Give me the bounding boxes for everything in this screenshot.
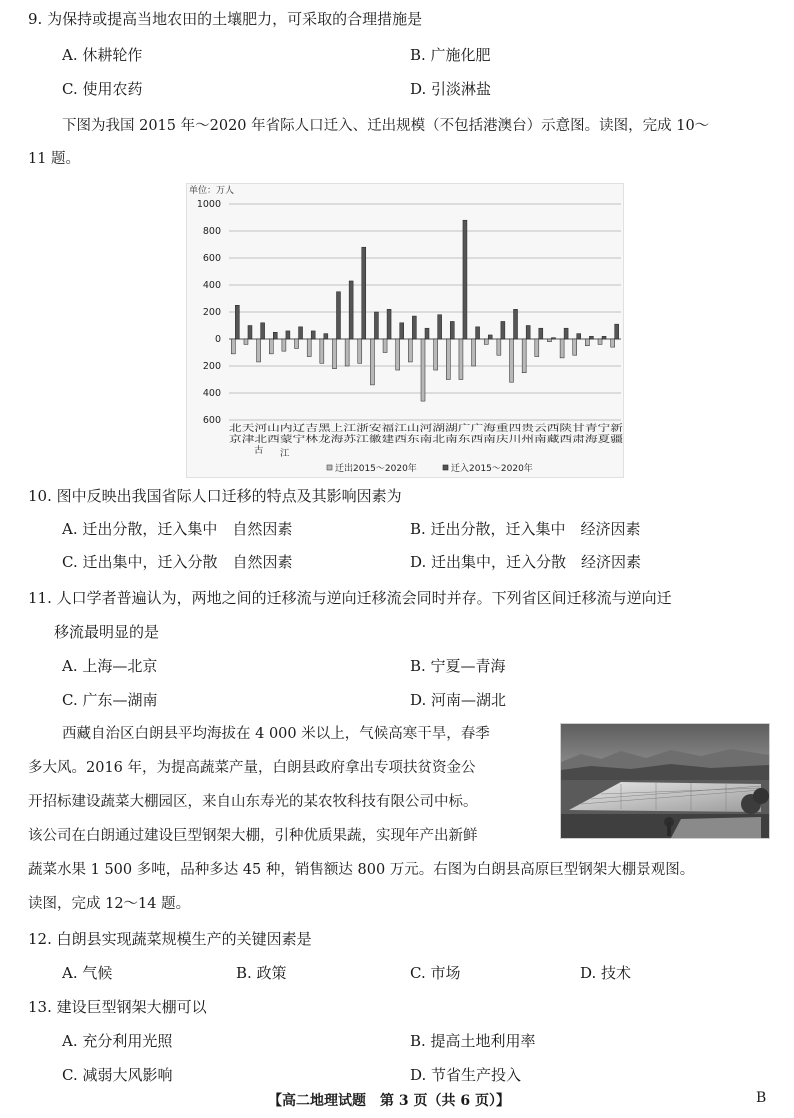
bar-out-25 [535, 339, 539, 357]
x-category-labels-row2: 京津北西蒙宁林龙海苏江徽建西东南北南东西南庆川州南藏西肃海夏疆 [229, 434, 518, 445]
chart-unit-label: 单位：万人 [189, 186, 235, 196]
legend-swatch-in [443, 465, 448, 470]
bar-in-25 [539, 328, 543, 339]
bar-in-9 [336, 292, 340, 339]
bar-in-28 [577, 334, 581, 339]
bar-out-24 [522, 339, 526, 373]
y-tick-label: 0 [214, 334, 221, 345]
q12-option-a: A. 气候 [62, 964, 113, 982]
bar-in-6 [299, 327, 303, 339]
bar-out-1 [231, 339, 235, 354]
bar-out-2 [244, 339, 248, 344]
bar-in-24 [526, 326, 530, 340]
bar-in-8 [324, 334, 328, 339]
q11-stem-line-2: 移流最明显的是 [54, 623, 160, 641]
bar-out-7 [307, 339, 311, 357]
bar-out-20 [472, 339, 476, 366]
legend-label-out: 迁出2015～2020年 [335, 464, 417, 474]
q11-stem-line-1: 11. 人口学者普遍认为，两地之间的迁移流与逆向迁移流会同时并存。下列省区间迁移流与逆向迁 [28, 589, 672, 607]
bar-out-11 [358, 339, 362, 363]
q11-option-b: B. 宁夏—青海 [410, 657, 506, 675]
bar-in-17 [438, 315, 442, 339]
bar-in-3 [261, 323, 265, 339]
bar-out-22 [497, 339, 501, 355]
bar-out-5 [282, 339, 286, 351]
bar-in-14 [400, 323, 404, 339]
q10-option-b: B. 迁出分散，迁入集中 经济因素 [410, 520, 641, 538]
bar-out-16 [421, 339, 425, 401]
bar-in-20 [476, 327, 480, 339]
x-category-labels-row1: 北天河山内辽吉黑上江浙安福江山河湖湖广广海重四贵云西陕甘青宁新 [229, 423, 518, 434]
page-footer-title: 【高二地理试题 第 3 页（共 6 页）】 [268, 1093, 510, 1109]
chart-legend [327, 462, 533, 474]
bar-out-4 [269, 339, 273, 354]
q10-option-c: C. 迁出集中，迁入分散 自然因素 [62, 553, 293, 571]
legend-label-in: 迁入2015～2020年 [451, 464, 533, 474]
y-tick-label: 600 [202, 415, 221, 426]
passage-line-4: 该公司在白朗通过建设巨型钢架大棚，引种优质果蔬，实现年产出新鲜 [28, 828, 478, 844]
q12-option-d: D. 技术 [580, 964, 632, 982]
bar-out-26 [547, 339, 551, 342]
bar-out-27 [560, 339, 564, 358]
bar-in-30 [602, 336, 606, 339]
q11-option-a: A. 上海—北京 [62, 657, 158, 675]
y-tick-label: 400 [202, 280, 221, 291]
bar-in-4 [273, 332, 277, 339]
bar-out-15 [408, 339, 412, 362]
q10-option-a: A. 迁出分散，迁入集中 自然因素 [62, 520, 293, 538]
bar-out-19 [459, 339, 463, 380]
q9-option-d: D. 引淡淋盐 [410, 80, 492, 98]
bar-out-14 [396, 339, 400, 370]
q12-stem: 12. 白朗县实现蔬菜规模生产的关键因素是 [28, 930, 312, 948]
y-tick-label: 600 [202, 253, 221, 264]
bar-in-19 [463, 220, 467, 339]
chart-bars [231, 220, 618, 401]
greenhouse-landscape-photo [560, 723, 770, 839]
passage-line-1: 西藏自治区白朗县平均海拔在 4 000 米以上，气候高寒干旱，春季 [62, 726, 490, 742]
bar-in-7 [311, 331, 315, 339]
y-tick-label: 1000 [196, 199, 221, 210]
paper-version-label: B [756, 1090, 767, 1106]
bar-out-23 [510, 339, 514, 382]
y-tick-label: 400 [202, 388, 221, 399]
q11-option-c: C. 广东—湖南 [62, 691, 158, 709]
passage-line-5: 蔬菜水果 1 500 多吨，品种多达 45 种，销售额达 800 万元。右图为白朗县高原巨型钢架大棚景观图。 [28, 862, 695, 878]
y-tick-label: 800 [202, 226, 221, 237]
bar-in-27 [564, 328, 568, 339]
bar-in-15 [412, 316, 416, 339]
bar-out-10 [345, 339, 349, 366]
q12-option-c: C. 市场 [410, 964, 461, 982]
q10-stem: 10. 图中反映出我国省际人口迁移的特点及其影响因素为 [28, 487, 402, 505]
q11-option-d: D. 河南—湖北 [410, 691, 507, 709]
q9-option-b: B. 广施化肥 [410, 46, 491, 64]
bar-out-6 [295, 339, 299, 348]
q9-option-c: C. 使用农药 [62, 80, 143, 98]
bar-out-18 [446, 339, 450, 380]
q13-option-d: D. 节省生产投入 [410, 1066, 522, 1084]
bar-out-30 [598, 339, 602, 344]
q13-option-c: C. 减弱大风影响 [62, 1066, 173, 1084]
bar-in-22 [501, 321, 505, 339]
bar-out-9 [332, 339, 336, 369]
bar-in-26 [551, 338, 555, 339]
legend-swatch-out [327, 465, 332, 470]
q13-option-b: B. 提高土地利用率 [410, 1032, 536, 1050]
intro-line-2: 11 题。 [28, 151, 81, 167]
intro-line-1: 下图为我国 2015 年～2020 年省际人口迁入、迁出规模（不包括港澳台）示意图。读图，完成 10～ [62, 118, 710, 134]
migration-chart [186, 183, 624, 478]
bar-out-21 [484, 339, 488, 344]
bar-in-1 [235, 305, 239, 339]
bar-in-16 [425, 328, 429, 339]
bar-out-29 [585, 339, 589, 346]
bar-out-12 [370, 339, 374, 385]
bar-out-28 [573, 339, 577, 355]
y-tick-label: 200 [202, 361, 221, 372]
bar-in-10 [349, 281, 353, 339]
q10-option-d: D. 迁出集中，迁入分散 经济因素 [410, 553, 642, 571]
bar-in-13 [387, 309, 391, 339]
q9-stem: 9. 为保持或提高当地农田的土壤肥力，可采取的合理措施是 [28, 10, 423, 28]
q13-option-a: A. 充分利用光照 [62, 1032, 173, 1050]
bar-in-31 [615, 324, 619, 339]
q9-option-a: A. 休耕轮作 [62, 46, 143, 64]
bar-in-18 [450, 321, 454, 339]
chart-y-ticks [197, 199, 221, 426]
passage-line-6: 读图，完成 12～14 题。 [28, 896, 191, 912]
passage-line-2: 多大风。2016 年，为提高蔬菜产量，白朗县政府拿出专项扶贫资金公 [28, 760, 476, 776]
bar-out-13 [383, 339, 387, 353]
bar-out-8 [320, 339, 324, 363]
passage-line-3: 开招标建设蔬菜大棚园区，来自山东寿光的某农牧科技有限公司中标。 [28, 794, 478, 810]
x-category-label-heilongjiang: 江 [280, 448, 290, 459]
bar-out-17 [434, 339, 438, 370]
bar-in-21 [488, 335, 492, 339]
bar-in-23 [514, 309, 518, 339]
bar-out-3 [257, 339, 261, 362]
y-tick-label: 200 [202, 307, 221, 318]
bar-in-2 [248, 326, 252, 340]
q13-stem: 13. 建设巨型钢架大棚可以 [28, 998, 207, 1016]
migration-chart-svg [187, 184, 623, 477]
bar-out-31 [611, 339, 615, 347]
q12-option-b: B. 政策 [236, 964, 287, 982]
bar-in-5 [286, 331, 290, 339]
bar-in-12 [374, 312, 378, 339]
x-category-label-menggu: 古 [254, 445, 264, 456]
bar-in-11 [362, 247, 366, 339]
bar-in-29 [589, 336, 593, 339]
